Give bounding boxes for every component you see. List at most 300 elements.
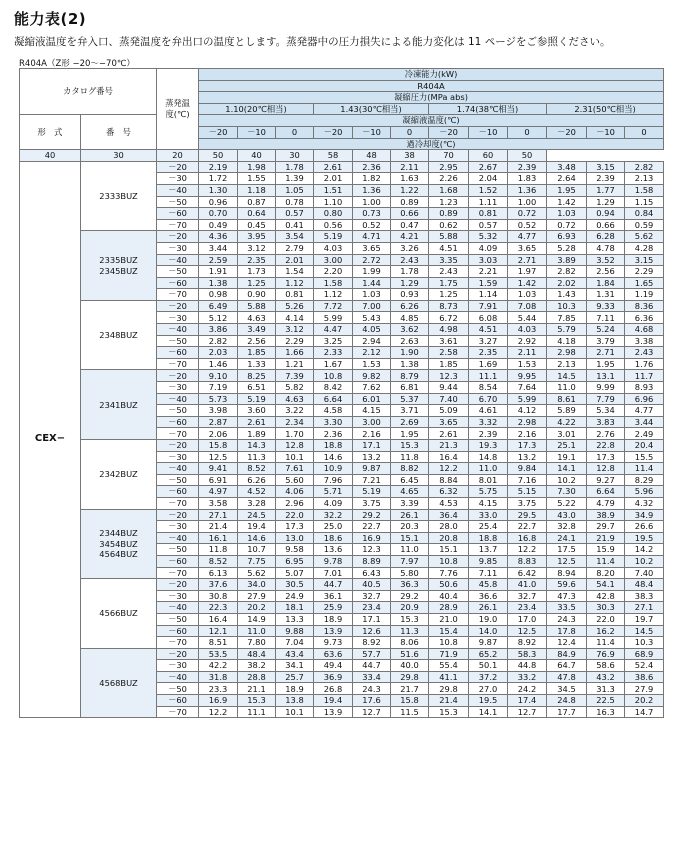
capacity-value: 38.6 — [625, 671, 664, 683]
model-number: 2335BUZ 2345BUZ — [81, 231, 157, 301]
capacity-value: 1.00 — [508, 196, 547, 208]
capacity-value: 12.5 — [199, 451, 238, 463]
capacity-value: 6.42 — [508, 567, 547, 579]
liquid-temp-cell: －20 — [314, 126, 353, 138]
capacity-value: 10.2 — [547, 474, 587, 486]
capacity-value: 11.8 — [391, 451, 429, 463]
capacity-value: 17.4 — [508, 695, 547, 707]
capacity-value: 2.72 — [353, 254, 391, 266]
capacity-value: 28.9 — [429, 602, 469, 614]
capacity-value: 40.5 — [353, 579, 391, 591]
capacity-value: 8.94 — [547, 567, 587, 579]
capacity-value: 4.51 — [469, 324, 508, 336]
series-name: CEX− — [20, 161, 81, 718]
capacity-value: 16.3 — [587, 706, 625, 718]
capacity-value: 9.95 — [508, 370, 547, 382]
capacity-value: 2.39 — [508, 161, 547, 173]
capacity-value: 1.03 — [547, 208, 587, 220]
capacity-value: 25.0 — [314, 521, 353, 533]
capacity-value: 2.13 — [547, 358, 587, 370]
capacity-value: 1.85 — [238, 347, 276, 359]
capacity-value: 24.1 — [547, 532, 587, 544]
capacity-value: 13.1 — [587, 370, 625, 382]
capacity-value: 3.38 — [625, 335, 664, 347]
capacity-value: 0.66 — [391, 208, 429, 220]
evap-temp-cell: －60 — [157, 277, 199, 289]
capacity-value: 1.14 — [469, 289, 508, 301]
capacity-value: 33.5 — [547, 602, 587, 614]
capacity-value: 27.0 — [469, 683, 508, 695]
capacity-value: 37.6 — [199, 579, 238, 591]
capacity-value: 10.7 — [238, 544, 276, 556]
capacity-value: 2.12 — [353, 347, 391, 359]
liquid-temp-header: 凝縮液温度(℃) — [199, 115, 664, 127]
liquid-temp-cell: 0 — [276, 126, 314, 138]
capacity-value: 1.83 — [508, 173, 547, 185]
capacity-value: 13.9 — [314, 706, 353, 718]
capacity-value: 3.83 — [587, 416, 625, 428]
capacity-value: 2.82 — [625, 161, 664, 173]
capacity-value: 50.1 — [469, 660, 508, 672]
capacity-value: 4.32 — [625, 497, 664, 509]
capacity-value: 4.97 — [199, 486, 238, 498]
capacity-value: 19.5 — [469, 695, 508, 707]
capacity-value: 8.25 — [238, 370, 276, 382]
capacity-value: 2.59 — [199, 254, 238, 266]
capacity-value: 22.7 — [353, 521, 391, 533]
evap-temp-cell: －60 — [157, 695, 199, 707]
page-title: 能力表(2) — [14, 10, 87, 28]
table-row — [20, 579, 664, 591]
subcool-cell: 50 — [199, 150, 238, 162]
capacity-value: 24.3 — [547, 613, 587, 625]
capacity-value: 17.3 — [276, 521, 314, 533]
capacity-value: 33.4 — [353, 671, 391, 683]
capacity-value: 5.22 — [547, 497, 587, 509]
liquid-temp-cell: －20 — [429, 126, 469, 138]
capacity-value: 0.81 — [276, 289, 314, 301]
table-row — [20, 161, 664, 173]
capacity-value: 1.58 — [625, 184, 664, 196]
capacity-value: 4.21 — [391, 231, 429, 243]
capacity-value: 29.8 — [429, 683, 469, 695]
capacity-value: 18.6 — [314, 532, 353, 544]
capacity-value: 2.20 — [314, 266, 353, 278]
capacity-value: 17.5 — [547, 544, 587, 556]
evap-temp-cell: －70 — [157, 567, 199, 579]
capacity-value: 1.36 — [508, 184, 547, 196]
capacity-value: 59.6 — [547, 579, 587, 591]
capacity-value: 0.89 — [429, 208, 469, 220]
capacity-value: 1.42 — [508, 277, 547, 289]
capacity-value: 16.4 — [429, 451, 469, 463]
model-number: 2348BUZ — [81, 300, 157, 370]
capacity-value: 0.78 — [276, 196, 314, 208]
capacity-value: 2.82 — [199, 335, 238, 347]
table-row — [20, 300, 664, 312]
capacity-value: 6.72 — [429, 312, 469, 324]
capacity-value: 6.01 — [353, 393, 391, 405]
liquid-temp-cell: 0 — [508, 126, 547, 138]
capacity-value: 27.9 — [625, 683, 664, 695]
capacity-value: 2.92 — [508, 335, 547, 347]
table-subtitle: R404A（Z形 −20〜−70℃） — [19, 59, 135, 69]
capacity-value: 4.51 — [429, 242, 469, 254]
capacity-value: 40.4 — [429, 590, 469, 602]
capacity-value: 6.93 — [547, 231, 587, 243]
capacity-value: 6.08 — [469, 312, 508, 324]
evap-temp-cell: －20 — [157, 648, 199, 660]
capacity-value: 21.3 — [429, 440, 469, 452]
model-number: 2341BUZ — [81, 370, 157, 440]
capacity-value: 1.52 — [469, 184, 508, 196]
liquid-temp-cell: －10 — [587, 126, 625, 138]
capacity-value: 1.46 — [199, 358, 238, 370]
evap-temp-cell: －60 — [157, 416, 199, 428]
capacity-value: 5.82 — [276, 382, 314, 394]
capacity-value: 0.70 — [199, 208, 238, 220]
capacity-value: 29.5 — [508, 509, 547, 521]
capacity-value: 13.0 — [276, 532, 314, 544]
subcool-cell: 30 — [276, 150, 314, 162]
model-number: 2333BUZ — [81, 161, 157, 231]
capacity-value: 7.40 — [429, 393, 469, 405]
capacity-value: 1.03 — [508, 289, 547, 301]
catalog-header: カタログ番号 — [20, 69, 157, 115]
evap-temp-cell: －30 — [157, 590, 199, 602]
capacity-value: 41.1 — [429, 671, 469, 683]
capacity-value: 7.62 — [353, 382, 391, 394]
capacity-value: 36.4 — [429, 509, 469, 521]
subcool-cell: 58 — [314, 150, 353, 162]
capacity-value: 8.89 — [353, 555, 391, 567]
capacity-value: 7.11 — [587, 312, 625, 324]
capacity-value: 10.3 — [547, 300, 587, 312]
capacity-value: 9.10 — [199, 370, 238, 382]
capacity-value: 3.12 — [238, 242, 276, 254]
capacity-value: 3.32 — [469, 416, 508, 428]
capacity-value: 4.77 — [508, 231, 547, 243]
capacity-value: 1.43 — [547, 289, 587, 301]
capacity-value: 20.2 — [625, 695, 664, 707]
capacity-value: 29.8 — [391, 671, 429, 683]
capacity-value: 9.73 — [314, 637, 353, 649]
capacity-value: 1.21 — [276, 358, 314, 370]
capacity-value: 71.9 — [429, 648, 469, 660]
capacity-value: 13.3 — [276, 613, 314, 625]
capacity-value: 26.8 — [314, 683, 353, 695]
capacity-value: 6.26 — [391, 300, 429, 312]
capacity-value: 7.11 — [469, 567, 508, 579]
capacity-value: 4.15 — [469, 497, 508, 509]
capacity-value: 19.4 — [314, 695, 353, 707]
capacity-value: 5.43 — [353, 312, 391, 324]
capacity-value: 0.47 — [391, 219, 429, 231]
capacity-value: 8.61 — [547, 393, 587, 405]
evap-temp-cell: －30 — [157, 521, 199, 533]
capacity-value: 18.8 — [314, 440, 353, 452]
capacity-value: 12.7 — [508, 706, 547, 718]
capacity-value: 31.8 — [199, 671, 238, 683]
capacity-value: 23.4 — [508, 602, 547, 614]
capacity-value: 9.44 — [429, 382, 469, 394]
capacity-value: 8.52 — [238, 463, 276, 475]
capacity-value: 1.82 — [353, 173, 391, 185]
capacity-value: 3.30 — [314, 416, 353, 428]
capacity-value: 4.53 — [429, 497, 469, 509]
capacity-value: 5.79 — [547, 324, 587, 336]
subcool-cell: 60 — [469, 150, 508, 162]
capacity-value: 1.15 — [625, 196, 664, 208]
capacity-value: 1.53 — [353, 358, 391, 370]
capacity-value: 15.3 — [429, 706, 469, 718]
capacity-value: 0.56 — [314, 219, 353, 231]
capacity-value: 32.7 — [508, 590, 547, 602]
capacity-value: 27.9 — [238, 590, 276, 602]
capacity-value: 1.84 — [587, 277, 625, 289]
capacity-value: 6.95 — [276, 555, 314, 567]
capacity-value: 28.8 — [238, 671, 276, 683]
capacity-value: 14.6 — [238, 532, 276, 544]
capacity-value: 29.2 — [353, 509, 391, 521]
capacity-value: 7.40 — [625, 567, 664, 579]
capacity-value: 2.56 — [587, 266, 625, 278]
liquid-temp-cell: 0 — [625, 126, 664, 138]
capacity-value: 1.51 — [314, 184, 353, 196]
capacity-value: 3.62 — [391, 324, 429, 336]
capacity-value: 28.0 — [429, 521, 469, 533]
capacity-value: 26.1 — [469, 602, 508, 614]
capacity-value: 12.2 — [429, 463, 469, 475]
capacity-value: 3.52 — [587, 254, 625, 266]
capacity-value: 5.60 — [276, 474, 314, 486]
capacity-value: 9.78 — [314, 555, 353, 567]
capacity-value: 9.99 — [587, 382, 625, 394]
capacity-value: 18.9 — [276, 683, 314, 695]
capacity-value: 23.4 — [353, 602, 391, 614]
capacity-value: 2.13 — [625, 173, 664, 185]
capacity-value: 1.05 — [276, 184, 314, 196]
capacity-value: 12.5 — [508, 625, 547, 637]
capacity-value: 4.03 — [314, 242, 353, 254]
capacity-value: 2.11 — [391, 161, 429, 173]
capacity-value: 2.35 — [238, 254, 276, 266]
capacity-value: 6.91 — [199, 474, 238, 486]
evap-temp-cell: －50 — [157, 266, 199, 278]
evap-temp-cell: －30 — [157, 451, 199, 463]
capacity-value: 8.51 — [199, 637, 238, 649]
capacity-value: 12.1 — [199, 625, 238, 637]
capacity-value: 57.7 — [353, 648, 391, 660]
capacity-value: 7.01 — [314, 567, 353, 579]
evap-temp-cell: －20 — [157, 231, 199, 243]
capacity-value: 4.77 — [625, 405, 664, 417]
capacity-value: 13.9 — [314, 625, 353, 637]
capacity-value: 12.3 — [353, 544, 391, 556]
capacity-value: 3.01 — [547, 428, 587, 440]
capacity-value: 3.12 — [276, 324, 314, 336]
capacity-value: 4.15 — [353, 405, 391, 417]
capacity-value: 16.9 — [199, 695, 238, 707]
capacity-value: 13.8 — [276, 695, 314, 707]
capacity-value: 7.76 — [429, 567, 469, 579]
capacity-value: 8.92 — [353, 637, 391, 649]
capacity-value: 1.68 — [429, 184, 469, 196]
capacity-value: 0.81 — [469, 208, 508, 220]
capacity-value: 0.89 — [391, 196, 429, 208]
capacity-value: 4.58 — [314, 405, 353, 417]
capacity-value: 22.5 — [587, 695, 625, 707]
capacity-value: 5.12 — [199, 312, 238, 324]
capacity-value: 14.1 — [469, 706, 508, 718]
capacity-value: 22.3 — [199, 602, 238, 614]
capacity-value: 1.42 — [547, 196, 587, 208]
capacity-value: 7.61 — [276, 463, 314, 475]
model-number: 2344BUZ 3454BUZ 4564BUZ — [81, 509, 157, 579]
capacity-value: 11.8 — [199, 544, 238, 556]
capacity-value: 0.90 — [238, 289, 276, 301]
capacity-value: 19.5 — [625, 532, 664, 544]
capacity-value: 5.80 — [391, 567, 429, 579]
capacity-value: 20.8 — [429, 532, 469, 544]
evap-temp-cell: －50 — [157, 613, 199, 625]
capacity-table — [19, 68, 664, 718]
subcool-cell: 50 — [508, 150, 547, 162]
evap-temp-cell: －40 — [157, 463, 199, 475]
capacity-value: 19.7 — [625, 613, 664, 625]
capacity-value: 13.7 — [469, 544, 508, 556]
evap-temp-cell: －50 — [157, 544, 199, 556]
capacity-value: 1.69 — [469, 358, 508, 370]
capacity-value: 1.95 — [587, 358, 625, 370]
capacity-value: 1.10 — [314, 196, 353, 208]
capacity-value: 32.8 — [547, 521, 587, 533]
capacity-value: 13.2 — [353, 451, 391, 463]
capacity-value: 3.25 — [314, 335, 353, 347]
capacity-value: 4.09 — [469, 242, 508, 254]
capacity-value: 29.2 — [391, 590, 429, 602]
capacity-value: 1.91 — [199, 266, 238, 278]
capacity-value: 3.75 — [353, 497, 391, 509]
capacity-value: 14.1 — [547, 463, 587, 475]
capacity-value: 7.85 — [547, 312, 587, 324]
capacity-value: 17.1 — [353, 613, 391, 625]
capacity-value: 25.1 — [547, 440, 587, 452]
capacity-value: 24.2 — [508, 683, 547, 695]
capacity-value: 17.8 — [547, 625, 587, 637]
capacity-value: 4.12 — [508, 405, 547, 417]
capacity-value: 1.39 — [276, 173, 314, 185]
capacity-value: 30.3 — [587, 602, 625, 614]
capacity-value: 2.49 — [625, 428, 664, 440]
capacity-value: 84.9 — [547, 648, 587, 660]
capacity-value: 38.3 — [625, 590, 664, 602]
capacity-value: 2.71 — [587, 347, 625, 359]
capacity-value: 8.84 — [429, 474, 469, 486]
capacity-value: 3.26 — [391, 242, 429, 254]
capacity-value: 3.65 — [508, 242, 547, 254]
capacity-value: 43.0 — [547, 509, 587, 521]
capacity-value: 16.9 — [353, 532, 391, 544]
evap-temp-cell: －40 — [157, 184, 199, 196]
capacity-value: 53.5 — [199, 648, 238, 660]
capacity-value: 15.1 — [429, 544, 469, 556]
capacity-value: 1.98 — [238, 161, 276, 173]
capacity-value: 18.1 — [276, 602, 314, 614]
capacity-value: 9.58 — [276, 544, 314, 556]
capacity-value: 1.89 — [238, 428, 276, 440]
capacity-value: 0.94 — [587, 208, 625, 220]
capacity-value: 1.38 — [199, 277, 238, 289]
capacity-value: 41.0 — [508, 579, 547, 591]
capacity-value: 15.1 — [391, 532, 429, 544]
capacity-value: 19.0 — [469, 613, 508, 625]
subcool-cell: 48 — [353, 150, 391, 162]
capacity-value: 1.55 — [238, 173, 276, 185]
capacity-value: 14.7 — [625, 706, 664, 718]
capacity-value: 12.8 — [587, 463, 625, 475]
evap-temp-cell: －20 — [157, 440, 199, 452]
capacity-value: 5.62 — [238, 567, 276, 579]
cond-group-header: 2.31(50℃相当) — [547, 103, 664, 115]
capacity-value: 4.14 — [276, 312, 314, 324]
capacity-value: 9.88 — [276, 625, 314, 637]
capacity-value: 7.16 — [508, 474, 547, 486]
capacity-value: 0.80 — [314, 208, 353, 220]
capacity-value: 2.96 — [276, 497, 314, 509]
evap-temp-cell: －70 — [157, 289, 199, 301]
capacity-value: 5.15 — [508, 486, 547, 498]
capacity-value: 1.77 — [587, 184, 625, 196]
capacity-value: 11.5 — [391, 706, 429, 718]
capacity-value: 2.29 — [276, 335, 314, 347]
capacity-value: 7.91 — [469, 300, 508, 312]
capacity-value: 24.3 — [353, 683, 391, 695]
capacity-value: 20.4 — [625, 440, 664, 452]
capacity-value: 43.2 — [587, 671, 625, 683]
capacity-value: 4.98 — [429, 324, 469, 336]
capacity-value: 3.39 — [391, 497, 429, 509]
evap-temp-cell: －40 — [157, 602, 199, 614]
capacity-value: 5.07 — [276, 567, 314, 579]
capacity-value: 1.95 — [391, 428, 429, 440]
cond-group-header: 1.10(20℃相当) — [199, 103, 314, 115]
capacity-value: 2.11 — [508, 347, 547, 359]
capacity-value: 1.11 — [469, 196, 508, 208]
capacity-value: 3.15 — [625, 254, 664, 266]
capacity-value: 5.88 — [429, 231, 469, 243]
subcool-cell: 40 — [20, 150, 81, 162]
capacity-value: 12.5 — [547, 555, 587, 567]
capacity-value: 36.3 — [391, 579, 429, 591]
capacity-value: 2.39 — [469, 428, 508, 440]
capacity-value: 19.1 — [547, 451, 587, 463]
capacity-value: 17.7 — [547, 706, 587, 718]
capacity-value: 2.67 — [469, 161, 508, 173]
capacity-value: 2.64 — [547, 173, 587, 185]
capacity-value: 76.9 — [587, 648, 625, 660]
capacity-value: 1.85 — [429, 358, 469, 370]
capacity-value: 6.64 — [587, 486, 625, 498]
capacity-value: 14.3 — [238, 440, 276, 452]
capacity-value: 20.9 — [391, 602, 429, 614]
capacity-value: 6.49 — [199, 300, 238, 312]
capacity-value: 52.4 — [625, 660, 664, 672]
capacity-value: 1.38 — [391, 358, 429, 370]
capacity-value: 1.22 — [391, 184, 429, 196]
liquid-temp-cell: －10 — [353, 126, 391, 138]
capacity-value: 16.2 — [587, 625, 625, 637]
